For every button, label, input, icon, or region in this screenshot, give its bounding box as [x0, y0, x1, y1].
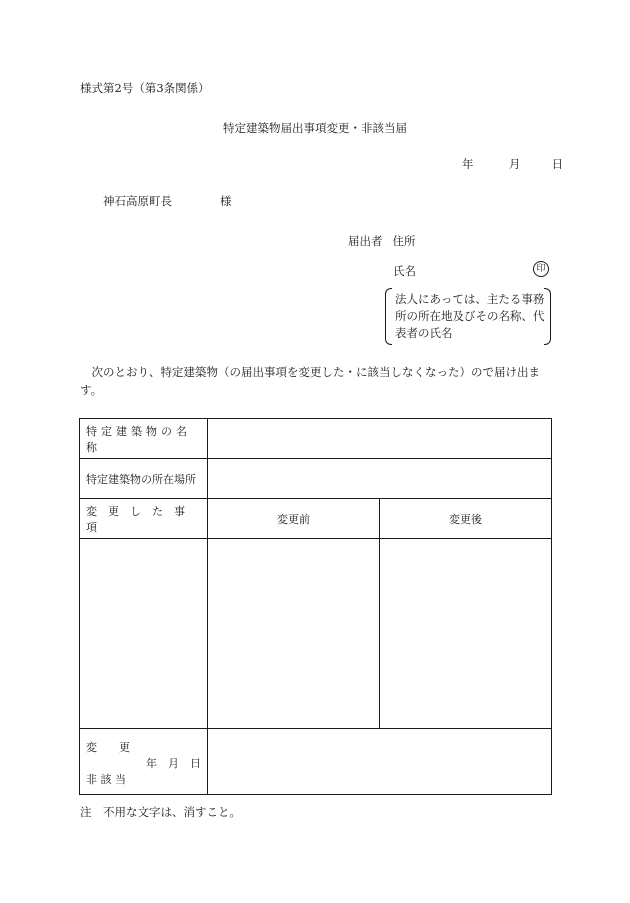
footnote: 注 不用な文字は、消すこと。: [80, 805, 241, 819]
changed-items-field[interactable]: [80, 539, 208, 729]
body-text: 次のとおり、特定建築物（の届出事項を変更した・に該当しなくなった）ので届け出ます。: [80, 365, 540, 397]
address-label: 住所: [392, 234, 416, 248]
corporate-note-text: 法人にあっては、主たる事務所の所在地及びその名称、代表者の氏名: [395, 292, 545, 340]
building-name-field[interactable]: [208, 419, 552, 459]
name-label: 氏名: [393, 264, 416, 278]
right-bracket: [544, 288, 551, 345]
changed-items-label: 変更した事項: [80, 499, 208, 539]
date-day: 日: [551, 157, 564, 171]
applicant-label: 届出者: [348, 234, 383, 248]
date-line: [462, 156, 563, 172]
left-bracket: [385, 288, 392, 345]
form-number: 様式第2号（第3条関係）: [80, 81, 210, 95]
after-label: 変更後: [380, 499, 552, 539]
addressee: [103, 193, 232, 209]
table-row: [80, 459, 552, 499]
before-label: 変更前: [208, 499, 380, 539]
table-row: [80, 729, 552, 795]
date-month: 月: [508, 157, 521, 171]
before-field[interactable]: [208, 539, 380, 729]
date-year: 年: [462, 157, 474, 171]
building-location-label: 特定建築物の所在場所: [80, 459, 208, 499]
table-row: [80, 499, 552, 539]
change-date-cell: [80, 729, 208, 795]
corporate-note: [385, 288, 551, 345]
change-date-field[interactable]: [208, 729, 552, 795]
building-name-label: 特定建築物の名称: [80, 419, 208, 459]
not-applicable-label: 非 該 当: [86, 772, 126, 786]
applicant-line: [348, 233, 416, 249]
change-label: 変 更: [86, 740, 130, 754]
after-field[interactable]: [380, 539, 552, 729]
form-table: [79, 418, 552, 795]
addressee-name: 神石高原町長: [103, 194, 172, 208]
table-row: [80, 539, 552, 729]
document-title: 特定建築物届出事項変更・非該当届: [223, 121, 407, 135]
table-row: [80, 419, 552, 459]
addressee-honorific: 様: [220, 194, 232, 208]
building-location-field[interactable]: [208, 459, 552, 499]
seal-mark: 印: [533, 261, 549, 277]
change-date-label: 年 月 日: [146, 756, 201, 770]
